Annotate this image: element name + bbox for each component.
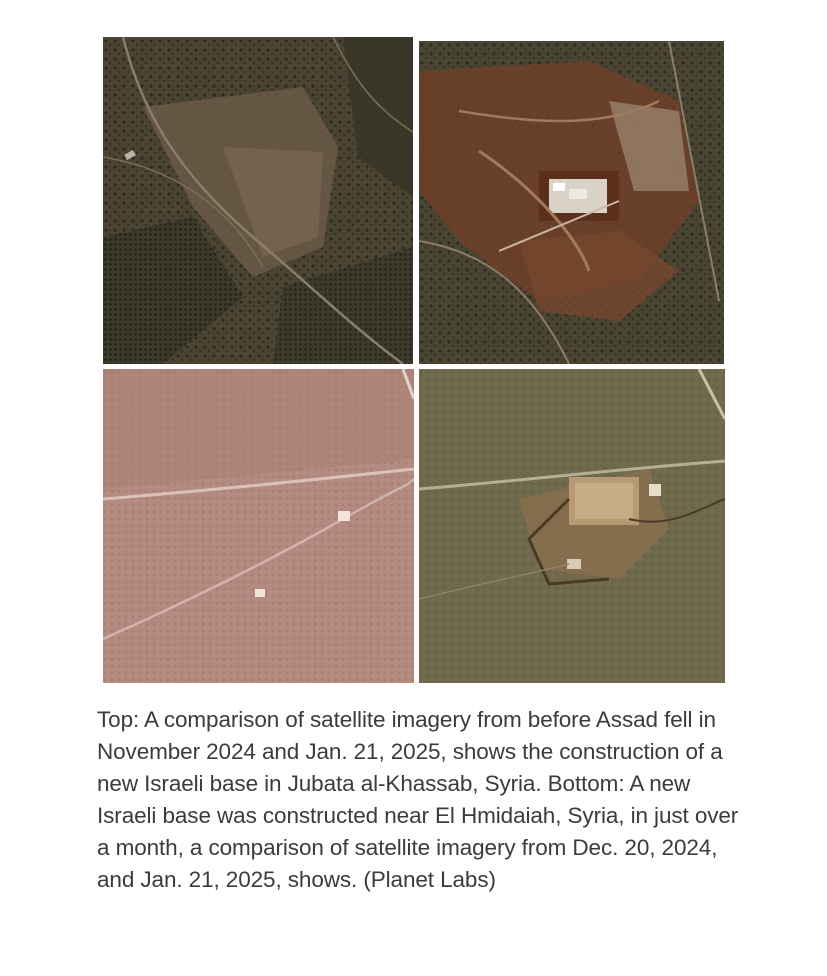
satellite-image-bottom-right bbox=[419, 369, 725, 683]
image-caption: Top: A comparison of satellite imagery from before Assad fell in November 2024 and Jan. 21, 2025, shows the construction of a new Israeli base in Jubata al-Khassab, Syria. Bottom: A new Israeli base was constructed near El Hmidaiah, Syria, in just over a month, a comparison of satellite imagery from Dec. 20, 2024, and Jan. 21, 2025, shows. (Planet Labs) bbox=[97, 707, 739, 892]
satellite-image-bottom-left bbox=[103, 369, 414, 683]
satellite-image-top-left bbox=[103, 37, 413, 364]
satellite-image-top-right bbox=[419, 41, 724, 364]
